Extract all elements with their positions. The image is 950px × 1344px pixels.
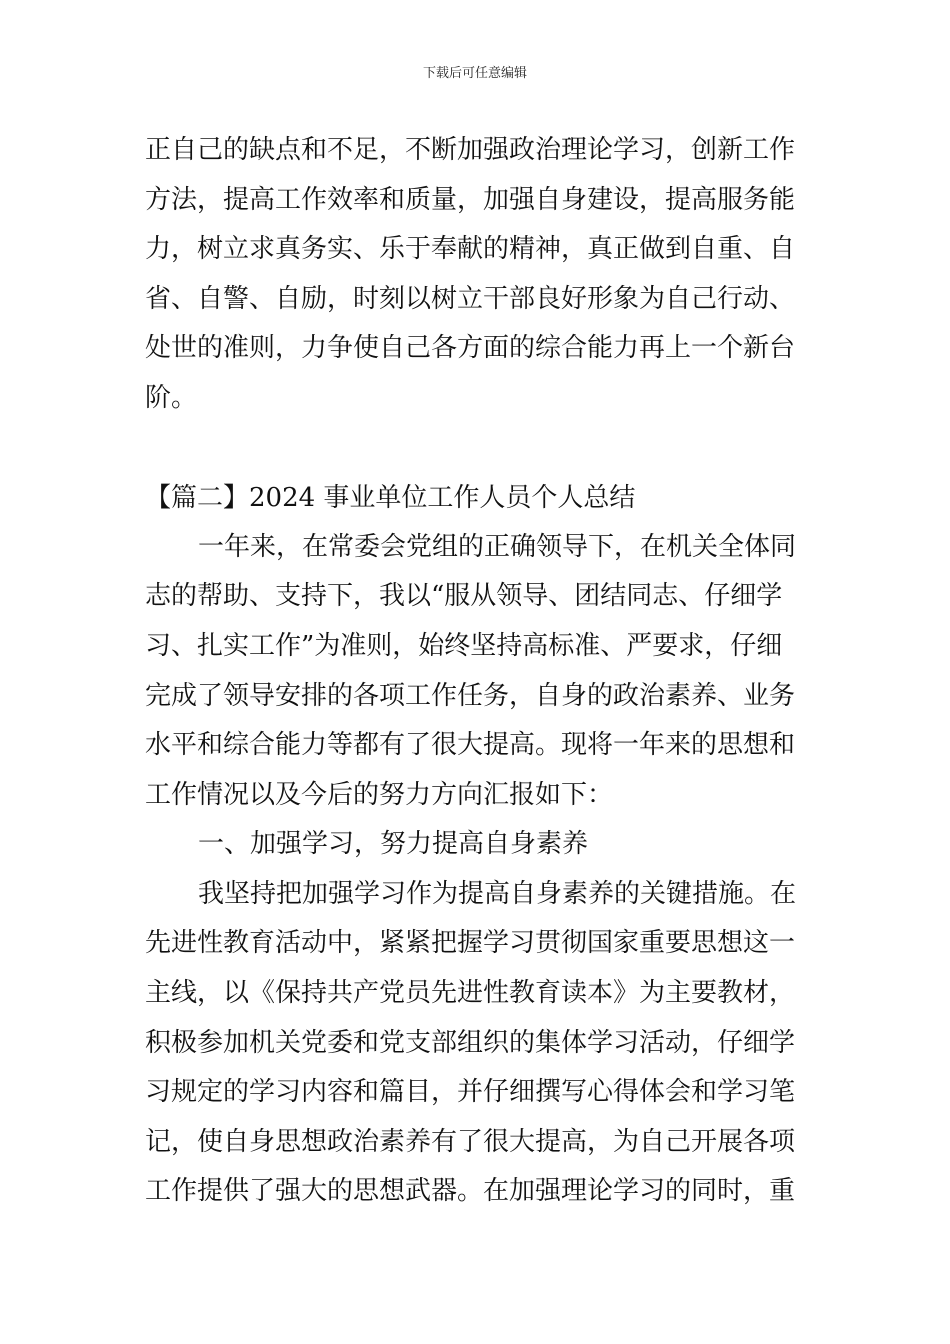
text-line: 省、自警、自励，时刻以树立干部良好形象为自己行动、 [145, 284, 796, 314]
text-line: 正自己的缺点和不足，不断加强政治理论学习，创新工作 [145, 135, 796, 165]
subheading: 一、加强学习，努力提高自身素养 [198, 829, 589, 859]
text-line: 水平和综合能力等都有了很大提高。现将一年来的思想和 [145, 730, 796, 760]
text-line: 主线，以《保持共产党员先进性教育读本》为主要教材， [145, 978, 796, 1008]
text-line: 完成了领导安排的各项工作任务，自身的政治素养、业务 [145, 681, 796, 711]
text-line: 方法，提高工作效率和质量，加强自身建设，提高服务能 [145, 185, 796, 215]
text-line: 习规定的学习内容和篇目，并仔细撰写心得体会和学习笔 [145, 1077, 796, 1107]
section-title: 【篇二】2024 事业单位工作人员个人总结 [145, 483, 636, 513]
text-line: 处世的准则，力争使自己各方面的综合能力再上一个新台 [145, 333, 796, 363]
text-line: 工作情况以及今后的努力方向汇报如下： [145, 780, 614, 810]
text-line: 阶。 [145, 383, 198, 413]
text-line: 积极参加机关党委和党支部组织的集体学习活动，仔细学 [145, 1028, 796, 1058]
text-line: 力，树立求真务实、乐于奉献的精神，真正做到自重、自 [145, 234, 796, 264]
text-line: 记，使自身思想政治素养有了很大提高，为自己开展各项 [145, 1127, 796, 1157]
page-header: 下载后可任意编辑 [422, 66, 527, 81]
text-line: 先进性教育活动中，紧紧把握学习贯彻国家重要思想这一 [145, 928, 796, 958]
text-line: 一年来，在常委会党组的正确领导下，在机关全体同 [198, 532, 797, 562]
text-line: 习、扎实工作”为准则，始终坚持高标准、严要求，仔细 [145, 631, 783, 661]
text-line: 我坚持把加强学习作为提高自身素养的关键措施。在 [198, 879, 797, 909]
text-line: 工作提供了强大的思想武器。在加强理论学习的同时，重 [145, 1176, 796, 1206]
text-line: 志的帮助、支持下，我以“服从领导、团结同志、仔细学 [145, 581, 783, 611]
